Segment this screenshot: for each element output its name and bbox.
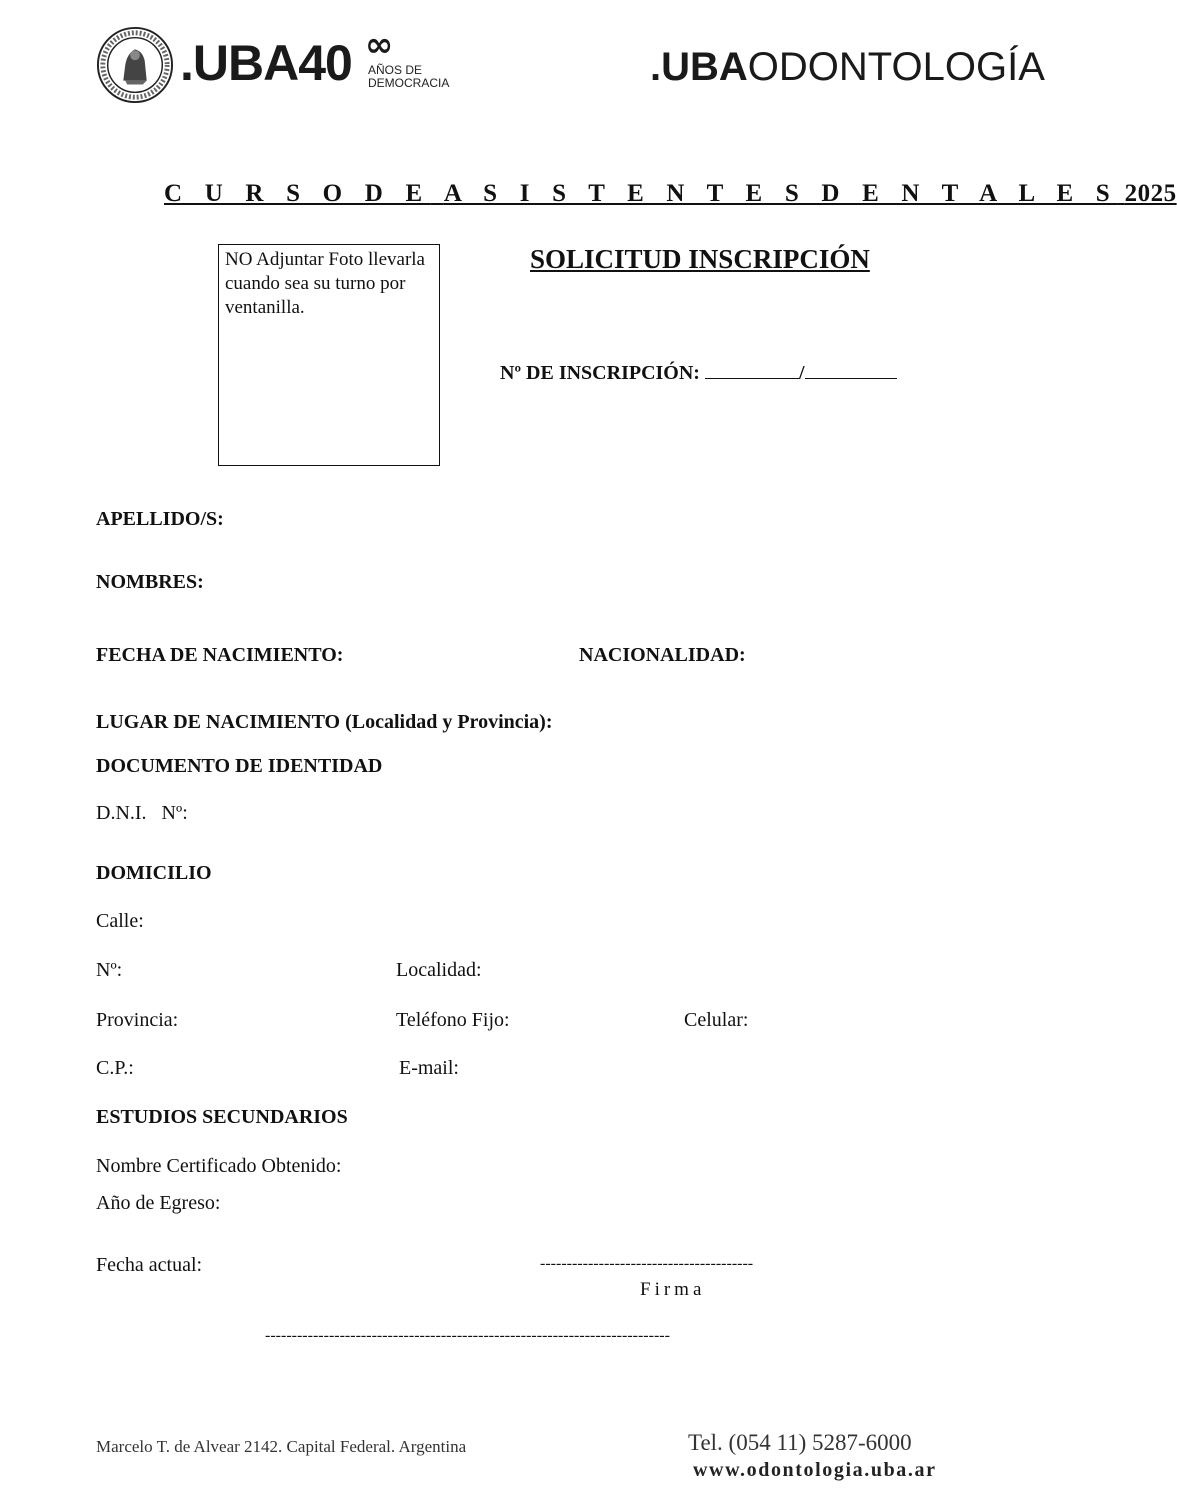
signature-line: ---------------------------------------- (540, 1255, 754, 1272)
university-seal-icon (96, 26, 174, 104)
celular-label: Celular: (684, 1009, 749, 1031)
certificado-label: Nombre Certificado Obtenido: (96, 1155, 342, 1177)
apellido-label: APELLIDO/S: (96, 508, 224, 530)
photo-box (218, 244, 440, 466)
footer-website: www.odontologia.uba.ar (693, 1459, 937, 1481)
localidad-label: Localidad: (396, 959, 482, 981)
nacionalidad-label: NACIONALIDAD: (579, 644, 746, 666)
lugar-nacimiento-label: LUGAR DE NACIMIENTO (Localidad y Provincia): (96, 711, 553, 733)
course-title: C U R S O D E A S I S T E N T E S D E N T A L E S 2025 (164, 180, 1177, 207)
cp-label: C.P.: (96, 1057, 134, 1079)
email-label: E-mail: (399, 1057, 459, 1079)
nombres-label: NOMBRES: (96, 571, 204, 593)
calle-label: Calle: (96, 910, 144, 932)
estudios-heading: ESTUDIOS SECUNDARIOS (96, 1106, 348, 1128)
fecha-actual-label: Fecha actual: (96, 1254, 203, 1276)
footer-address: Marcelo T. de Alvear 2142. Capital Federal. Argentina (96, 1437, 467, 1456)
uba40-logo: .UBA40 (180, 35, 352, 91)
telefono-fijo-label: Teléfono Fijo: (396, 1009, 510, 1031)
anio-egreso-label: Año de Egreso: (96, 1192, 221, 1214)
infinity-icon: ∞ (365, 25, 394, 65)
documento-heading: DOCUMENTO DE IDENTIDAD (96, 755, 383, 777)
form-title: SOLICITUD INSCRIPCIÓN (530, 244, 870, 274)
inscription-number-field[interactable]: Nº DE INSCRIPCIÓN: / (500, 360, 897, 385)
anios-democracia-text: AÑOS DE DEMOCRACIA (368, 63, 450, 90)
uba-odontologia-logo: .UBAODONTOLOGÍA (650, 45, 1045, 89)
footer-phone: Tel. (054 11) 5287-6000 (688, 1430, 912, 1455)
fecha-nacimiento-label: FECHA DE NACIMIENTO: (96, 644, 344, 666)
signature-label: Firma (640, 1279, 706, 1300)
photo-note: NO Adjuntar Foto llevarla cuando sea su turno por ventanilla. (225, 249, 425, 318)
domicilio-heading: DOMICILIO (96, 862, 212, 884)
provincia-label: Provincia: (96, 1009, 179, 1031)
dni-label: D.N.I. Nº: (96, 802, 188, 824)
cut-line: ---------------------------------------------------------------------------- (265, 1327, 670, 1344)
numero-label: Nº: (96, 959, 123, 981)
